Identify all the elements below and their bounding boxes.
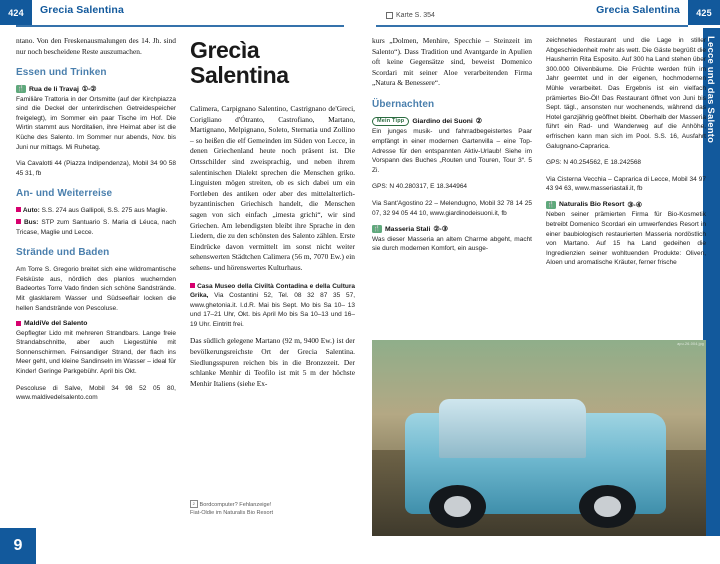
hotel1-price-range: ② (475, 118, 482, 126)
header-rule-left (16, 25, 344, 27)
hotel1-gps: GPS: N 40.280317, E 18.344964 (372, 183, 468, 191)
map-square-icon (386, 12, 393, 19)
photo-caption (190, 500, 358, 517)
section-heading-travel: An- und Weiterreise (16, 188, 113, 200)
travel-item-auto-label: Auto: (22, 207, 40, 215)
column-3 (372, 36, 532, 261)
photo-car-wheel-front (429, 485, 486, 528)
section-heading-food: Essen und Trinken (16, 67, 107, 79)
page-number-right: 425 (688, 0, 720, 25)
martano-paragraph: Das südlich gelegene Martano (92 m, 9400 Ew.) ist der bevölkerungsreichste Ort der Grecia Salentina. Siedlungsspuren reichen bis in die Bronzezeit. Der schlanke Menhir di Teofilo ist mit 5 m der höchste Menhir Italiens (siehe Ex- (190, 336, 355, 388)
photo-car-wheel-rear (579, 485, 636, 528)
map-reference-label: Karte S. 354 (396, 12, 435, 19)
museum-details: Via Costantini 52, Tel. 08 32 87 35 57, www.ghetonia.it. I.d.R. Mai bis Sept. Mo bis Sa 10– 13 und 17–21 Uhr, Okt. bis April Mo bis Sa 10–13 und 16–19 Uhr. Eintritt frei. (190, 292, 355, 328)
page-number-left: 424 (0, 0, 32, 25)
fork-knife-icon: 🍴 (373, 226, 381, 233)
hotel2-address: Via Cisterna Vecchia – Caprarica di Lecce, Mobil 34 97 43 94 63, www.masseriastali.it, fb (546, 175, 706, 193)
recommendation-badge: Mein Tipp (372, 117, 409, 126)
section-heading-beaches: Strände und Baden (16, 247, 110, 259)
intro-paragraph: Calimera, Carpignano Salentino, Castrignano de'Greci, Corigliano d'Ótranto, Castrofiano, Martano, Martignano, Melpignano, Soleto, Sternatia und Zollino – so heißen die elf Gemeinden im Süden von Lecce, in denen Griechenland heute noch präsent ist. Die Ortsschilder sind zweisprachig, und neben ihrem salentinischen Dialekt sprechen die Menschen griko. Linguisten mögen streiten, ob es sich dabei um ein Fortleben des antiken oder aber des mittelalterlich-byzantinischen Griechisch handelt, die Menschen sagen von sich einfach „imesta grichi“, wir sind Griechen. Am lebendigsten bleibt ihre Sprache in den Liedern, die zu den schönsten des Salento zählen. Erste Eindrücke davon vermittelt im sonst nicht weiter sehenswerten Städtchen Calimera (56 m, 7070 Ew.) ein sehens- und hörenswertes Kulturhaus. (190, 104, 355, 272)
hotel1-address: Via Sant'Agostino 22 – Melendugno, Mobil 32 78 14 25 07, 32 94 05 44 10, www.giardinodeisuoni.it, fb (372, 200, 532, 217)
chapter-side-tab-label: Lecce und das Salento (705, 36, 716, 144)
beach-intro-paragraph: Am Torre S. Gregorio breitet sich eine wildromantische Felsküste aus, nördlich des planlos wuchernden Badeortes Torre Vado finden sich schöne Sandstrände. Mit glasklarem Wasser und Südseeflair locken die hellen Sandstrände von Pescoluse. (16, 266, 176, 312)
running-head-right: Grecia Salentina (596, 4, 680, 16)
travel-item-bus-text: STP zum Santuario S. Maria di Léuca, nach Tricase, Maglie und Lecce. (16, 219, 176, 236)
map-reference (386, 12, 435, 19)
continued-paragraph: ntano. Von den Freskenausmalungen des 14. Jh. sind nur noch bescheidene Reste auszumachen. (16, 36, 176, 56)
caption-line-1: Bordcomputer? Fehlanzeige! (199, 502, 272, 508)
page-title: Grecìa Salentina (190, 37, 289, 88)
square-bullet-icon (16, 219, 21, 224)
museum-name: Casa Museo della Civiltà Contadina e della Cultura Grika, (190, 282, 355, 300)
hotel1-name: Giardino dei Suoni (412, 117, 473, 125)
square-bullet-icon (190, 283, 195, 288)
section-heading-accommodation: Übernachten (372, 98, 435, 110)
hotel2-description-continued: zeichnetes Restaurant und die Lage in stiller Abgeschiedenheit mehr als wett. Die Gäste begrüßt die Hausherrin Rita Esposito. Auf 300 ha Land stehen über 300.000 Olivenbäume. Die Früchte werden früh im Jahr geerntet und in der eigenen, hochmodernen Mühle verarbeitet. Das Ergebnis ist ein vielfach prämiertes Bio-Öl! Das Restaurant öffnet von Juni bis Sept. tägl., ansonsten nur wochenends, während das Hotel ganzjährig geöffnet bleibt. Oberhalb der Masseria führt ein Rad- und Wanderweg auf die Anhöhe, erfrischen kann man sich im Pool. S.S. 16, Ausfahrt Galugnano-Caprarica. (546, 37, 706, 150)
beach-description: Gepflegter Lido mit mehreren Strandbars. Lange freie Strandabschnitte, aber auch Liegestühle mit Sonnenschirmen. Feinsandiger Strand, der flach ins Meer geht, und kleine Sandinseln im Wasser – ideal für Kinder! Geringe Parkgebühr. April bis Okt. (16, 329, 176, 376)
hotel3-price-range: ③-④ (627, 201, 642, 209)
photo-car-cabin (439, 399, 586, 458)
restaurant-entry-header (16, 85, 176, 93)
beach-entry-header (16, 320, 176, 327)
hotel2-description: Was dieser Masseria an altem Charme abgeht, macht sie durch modernen Komfort, ein ausge- (372, 235, 532, 253)
column3-continued-paragraph: kurs „Dolmen, Menhire, Specchie – Steinzeit im Salento“). Dass Tradition und Avantgarde in Apulien oft keine Gegensätze sind, beweist Domenico Scordari mit seiner Aloe verarbeitenden Firma „Natura & Benessere“. (372, 36, 532, 88)
restaurant-name: Rua de li Travaj (29, 85, 79, 93)
running-head-left: Grecia Salentina (40, 4, 124, 16)
museum-entry (190, 282, 355, 330)
photo-fiat-oldtimer (372, 340, 706, 536)
square-bullet-icon (16, 321, 21, 326)
travel-item-auto-text: S.S. 274 aus Gallipoli, S.S. 275 aus Maglie. (41, 207, 168, 215)
restaurant-description: Familiäre Trattoria in der Ortsmitte (auf der Kirchpiazza sind die Deckel der unterirdischen Getreidespeicher freigelegt), im Sommer ein paar Tische im Hof. Die Wirtin stammt aus Norditalien, ihre Heimat aber ist die Küche des Salento. Im Sommer nur abends, Nov. bis Juni nur mittags. Mi Ruhetag. (16, 95, 176, 151)
fork-knife-icon: 🍴 (17, 86, 25, 93)
hotel2-gps: GPS: N 40.254562, E 18.242568 (546, 159, 642, 167)
beach-name: MaldiVe del Salento (24, 320, 88, 328)
restaurant-price-range: ①-② (81, 86, 97, 94)
travel-item-auto (16, 206, 176, 216)
caption-number-badge: 2 (190, 500, 198, 508)
hotel2-price-range: ②-③ (433, 226, 448, 234)
hotel1-entry-header (372, 117, 532, 126)
header-rule-right (376, 25, 688, 27)
hotel3-entry-header (546, 201, 706, 209)
square-bullet-icon (16, 207, 21, 212)
column-1 (16, 36, 176, 410)
column-4 (546, 36, 706, 275)
restaurant-address: Via Cavalotti 44 (Piazza Indipendenza), Mobil 34 90 58 45 31, fb (16, 160, 176, 177)
photo-wheel-hub (444, 496, 471, 517)
fork-knife-icon: 🍴 (547, 201, 555, 208)
chapter-number-badge: 9 (0, 528, 36, 564)
hotel2-name: Masseria Stali (385, 225, 431, 233)
hotel3-name: Naturalis Bio Resort (559, 201, 625, 209)
hotel1-description: Ein junges musik- und fahrradbegeistertes Paar empfängt in einer modernen Gartenvilla – eine Top-Adresse für den entspannten Aktiv-Urlaub! Siehe im Vorspann des Buches „Routen und Touren, Tour 3“. 5 Zi. (372, 128, 532, 174)
column-2 (190, 36, 355, 397)
beach-address: Pescoluse di Salve, Mobil 34 98 52 05 80, www.maldivedelsalento.com (16, 384, 176, 402)
photo-credit: apu.26-004.jpg (677, 342, 704, 346)
caption-line-2: Fiat-Oldie im Naturalis Bio Resort (190, 509, 273, 516)
hotel2-entry-header (372, 225, 532, 233)
photo-wheel-hub (594, 496, 621, 517)
travel-item-bus-label: Bus: (23, 219, 39, 227)
hotel3-description: Neben seiner prämierten Firma für Bio-Kosmetik betreibt Domenico Scordari ein umwerfendes Resort in einer baubiologisch restaurierten Masseria nordöstlich von Martano. Auf 15 ha Land gedeihen die Ingredienzien seiner wohltuenden Produkte: Oliven, Aloen und aromatische Kräuter, ferner frische (546, 211, 706, 267)
travel-item-bus (16, 218, 176, 237)
